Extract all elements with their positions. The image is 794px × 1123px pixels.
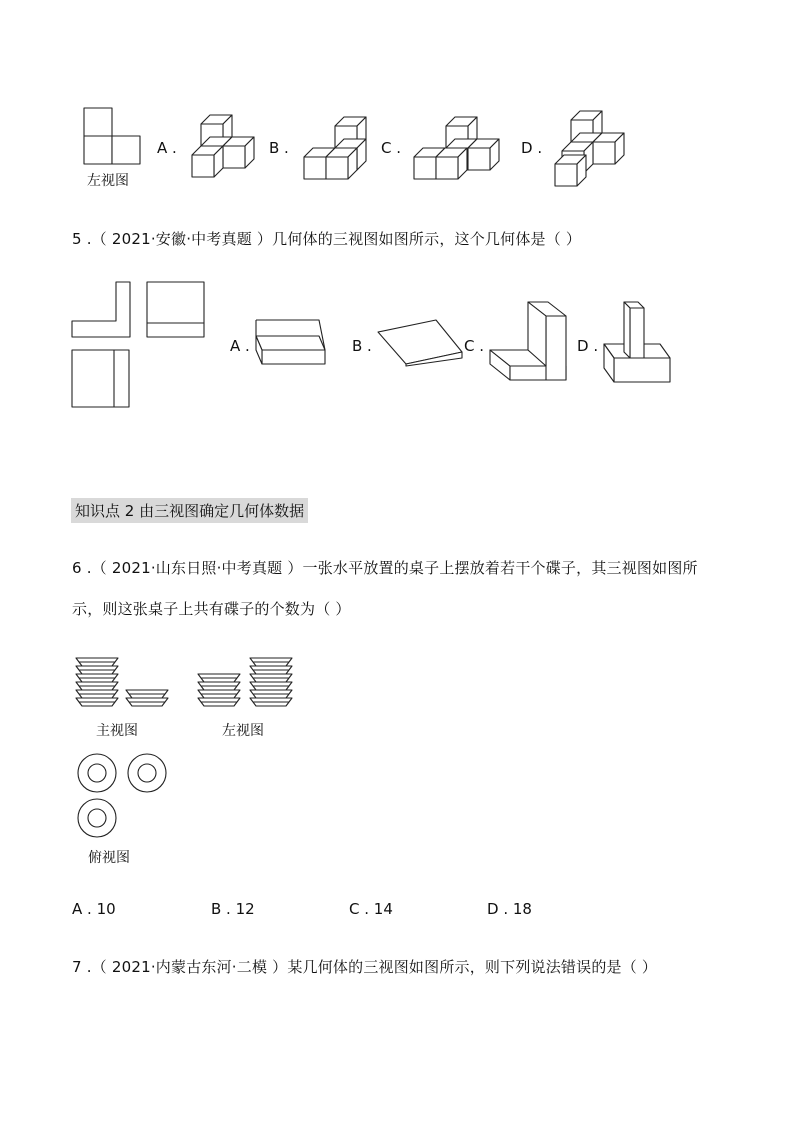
q6-choice-c[interactable]: C . 14: [349, 900, 393, 918]
q6-top-view: [76, 752, 176, 842]
q6-top-view-caption: 俯视图: [88, 850, 130, 866]
q5-option-a-slab: [256, 320, 328, 368]
q6-text-line1: 6 .（ 2021·山东日照·中考真题 ）一张水平放置的桌子上摆放着若干个碟子，其三视图如图所: [72, 559, 698, 577]
q5-option-b-wedge: [376, 318, 466, 368]
cube-face: [436, 157, 458, 179]
knowledge-point-heading: 知识点 2 由三视图确定几何体数据: [71, 498, 308, 523]
q4-option-b-cubes: [302, 114, 377, 186]
q6-front-view: [76, 650, 176, 710]
cube-face: [468, 148, 490, 170]
q5-text: 5 .（ 2021·安徽·中考真题 ）几何体的三视图如图所示，这个几何体是（ ）: [72, 230, 582, 248]
q5-option-d-pillar-base: [604, 298, 676, 386]
left-view-caption: 左视图: [87, 173, 129, 189]
cube-face: [304, 157, 326, 179]
q5-option-d-label[interactable]: D .: [577, 337, 599, 355]
q5-three-views: [72, 282, 212, 410]
q4-option-a-label[interactable]: A .: [157, 139, 177, 157]
q5-option-c-l-shape: [488, 302, 570, 384]
q6-choice-a[interactable]: A . 10: [72, 900, 116, 918]
q4-option-d-label[interactable]: D .: [521, 139, 543, 157]
q6-text-line2: 示，则这张桌子上共有碟子的个数为（ ）: [72, 600, 351, 618]
q4-option-b-label[interactable]: B .: [269, 139, 289, 157]
q4-option-a-cubes: [190, 112, 265, 182]
q4-option-c-label[interactable]: C .: [381, 139, 402, 157]
q5-option-a-label[interactable]: A .: [230, 337, 250, 355]
cube-face: [555, 164, 577, 186]
q6-choice-d[interactable]: D . 18: [487, 900, 532, 918]
q4-option-d-cubes: [553, 108, 633, 188]
q6-left-view-caption: 左视图: [222, 723, 264, 739]
q6-front-view-caption: 主视图: [96, 723, 138, 739]
cube-face: [223, 146, 245, 168]
q7-text: 7 .（ 2021·内蒙古东河·二模 ）某几何体的三视图如图所示，则下列说法错误的是（ ）: [72, 958, 658, 976]
q5-option-b-label[interactable]: B .: [352, 337, 372, 355]
q5-option-c-label[interactable]: C .: [464, 337, 485, 355]
left-view-figure: [84, 108, 144, 168]
q6-choice-b[interactable]: B . 12: [211, 900, 255, 918]
q4-option-c-cubes: [412, 114, 512, 186]
cube-face: [593, 142, 615, 164]
q6-left-view: [198, 650, 298, 710]
cube-face: [414, 157, 436, 179]
cube-face: [326, 157, 348, 179]
cube-face: [192, 155, 214, 177]
